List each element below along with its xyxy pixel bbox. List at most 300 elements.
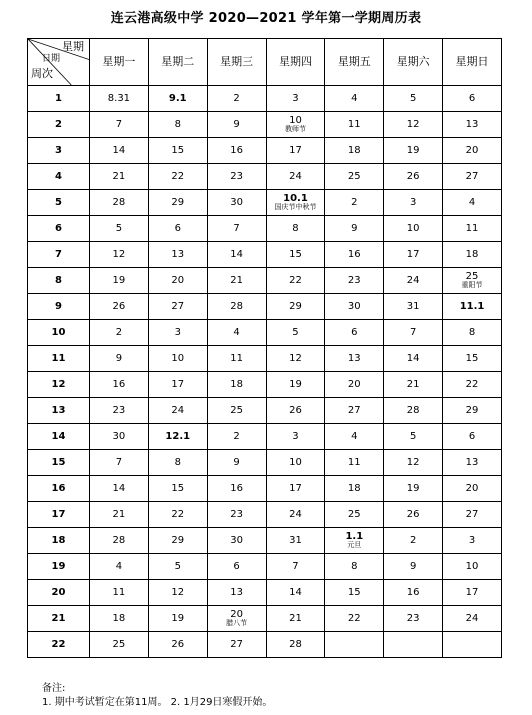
date-cell bbox=[207, 216, 266, 242]
date-cell bbox=[90, 398, 149, 424]
header-row bbox=[28, 39, 502, 86]
date-number: 23 bbox=[112, 404, 126, 416]
date-number: 18 bbox=[347, 144, 361, 156]
date-number: 26 bbox=[112, 300, 126, 312]
date-number: 30 bbox=[230, 196, 243, 208]
date-cell bbox=[148, 502, 207, 528]
date-cell bbox=[325, 476, 384, 502]
week-number-cell: 20 bbox=[28, 580, 90, 606]
date-cell bbox=[325, 216, 384, 242]
date-number: 11 bbox=[347, 456, 361, 468]
date-cell bbox=[207, 346, 266, 372]
date-cell bbox=[148, 112, 207, 138]
date-number: 15 bbox=[347, 586, 361, 598]
date-cell bbox=[325, 372, 384, 398]
table-row bbox=[28, 632, 502, 658]
date-number: 21 bbox=[112, 508, 126, 520]
date-number: 20 bbox=[465, 144, 479, 156]
date-cell bbox=[207, 528, 266, 554]
date-cell bbox=[266, 528, 325, 554]
date-cell bbox=[325, 268, 384, 294]
date-number: 14 bbox=[406, 352, 420, 364]
date-number: 3 bbox=[174, 326, 181, 338]
date-cell bbox=[325, 164, 384, 190]
date-cell bbox=[443, 320, 502, 346]
week-number-cell: 3 bbox=[28, 138, 90, 164]
date-cell bbox=[207, 580, 266, 606]
date-number: 12.1 bbox=[165, 430, 191, 442]
week-number-cell: 11 bbox=[28, 346, 90, 372]
date-number: 15 bbox=[171, 144, 185, 156]
date-cell bbox=[148, 606, 207, 632]
date-number: 26 bbox=[406, 508, 420, 520]
holiday-note: 教师节 bbox=[284, 125, 306, 134]
date-cell bbox=[266, 268, 325, 294]
date-cell bbox=[325, 554, 384, 580]
table-row bbox=[28, 294, 502, 320]
date-number: 10 bbox=[171, 352, 185, 364]
date-cell bbox=[148, 164, 207, 190]
date-number: 28 bbox=[289, 638, 302, 650]
date-number: 19 bbox=[406, 144, 420, 156]
date-number: 17 bbox=[406, 248, 420, 260]
date-number: 11 bbox=[230, 352, 243, 364]
date-cell bbox=[266, 450, 325, 476]
week-number-cell: 1 bbox=[28, 86, 90, 112]
date-number: 29 bbox=[171, 534, 185, 546]
date-cell bbox=[325, 112, 384, 138]
date-cell bbox=[207, 164, 266, 190]
date-number: 31 bbox=[406, 300, 420, 312]
date-number: 7 bbox=[292, 560, 299, 572]
date-cell bbox=[325, 346, 384, 372]
date-number: 25 bbox=[112, 638, 126, 650]
date-cell bbox=[325, 632, 384, 658]
date-number: 10 bbox=[465, 560, 479, 572]
date-cell bbox=[443, 424, 502, 450]
date-number: 4 bbox=[351, 92, 358, 104]
date-cell bbox=[443, 294, 502, 320]
date-cell bbox=[443, 138, 502, 164]
page-title: 连云港高级中学 2020—2021 学年第一学期周历表 bbox=[110, 11, 422, 26]
date-number: 17 bbox=[289, 144, 302, 156]
date-cell bbox=[207, 242, 266, 268]
date-cell bbox=[266, 216, 325, 242]
date-number: 6 bbox=[351, 326, 358, 338]
date-cell bbox=[148, 190, 207, 216]
date-cell bbox=[384, 112, 443, 138]
corner-label-date: 日期 bbox=[42, 54, 61, 64]
notes-line: 1. 期中考试暂定在第11周。 2. 1月29日寒假开始。 bbox=[42, 697, 273, 708]
date-cell bbox=[207, 320, 266, 346]
date-cell bbox=[325, 294, 384, 320]
date-cell bbox=[325, 86, 384, 112]
table-row bbox=[28, 606, 502, 632]
date-cell bbox=[384, 554, 443, 580]
day-header-fri: 星期五 bbox=[325, 39, 384, 86]
date-number: 2 bbox=[351, 196, 358, 208]
date-cell bbox=[443, 190, 502, 216]
date-number: 25 bbox=[347, 508, 361, 520]
date-number: 10.1 bbox=[283, 192, 308, 204]
table-row bbox=[28, 320, 502, 346]
date-cell bbox=[90, 450, 149, 476]
date-cell bbox=[207, 632, 266, 658]
date-cell bbox=[384, 450, 443, 476]
week-number-cell: 4 bbox=[28, 164, 90, 190]
date-cell bbox=[148, 398, 207, 424]
date-number: 9 bbox=[233, 118, 240, 130]
date-cell bbox=[207, 86, 266, 112]
date-number: 16 bbox=[347, 248, 361, 260]
date-cell bbox=[266, 190, 325, 216]
date-cell bbox=[266, 476, 325, 502]
week-number-cell: 10 bbox=[28, 320, 90, 346]
date-number: 28 bbox=[112, 196, 126, 208]
date-number: 7 bbox=[233, 222, 240, 234]
date-cell bbox=[266, 164, 325, 190]
day-header-tue: 星期二 bbox=[148, 39, 207, 86]
date-cell bbox=[443, 398, 502, 424]
date-number: 10 bbox=[406, 222, 420, 234]
table-row bbox=[28, 164, 502, 190]
date-number: 5 bbox=[174, 560, 181, 572]
date-number: 22 bbox=[347, 612, 361, 624]
date-number: 8 bbox=[292, 222, 299, 234]
date-number: 26 bbox=[171, 638, 185, 650]
date-cell bbox=[90, 606, 149, 632]
date-number: 15 bbox=[289, 248, 302, 260]
date-number: 21 bbox=[289, 612, 302, 624]
date-number: 2 bbox=[115, 326, 123, 338]
date-cell bbox=[325, 580, 384, 606]
date-cell bbox=[90, 164, 149, 190]
date-number: 5 bbox=[409, 92, 417, 104]
date-cell bbox=[207, 398, 266, 424]
date-cell bbox=[384, 190, 443, 216]
date-cell bbox=[443, 86, 502, 112]
date-number: 27 bbox=[230, 638, 243, 650]
week-number-cell: 9 bbox=[28, 294, 90, 320]
date-cell bbox=[325, 138, 384, 164]
holiday-note: 元旦 bbox=[347, 541, 362, 550]
date-number: 2 bbox=[409, 534, 417, 546]
table-row bbox=[28, 372, 502, 398]
date-cell bbox=[266, 294, 325, 320]
date-cell bbox=[90, 242, 149, 268]
date-number: 30 bbox=[347, 300, 361, 312]
date-number: 29 bbox=[465, 404, 479, 416]
date-cell bbox=[443, 268, 502, 294]
table-row bbox=[28, 112, 502, 138]
date-cell bbox=[90, 112, 149, 138]
date-number: 11 bbox=[112, 586, 126, 598]
date-number: 11 bbox=[465, 222, 479, 234]
date-cell bbox=[325, 398, 384, 424]
date-number: 28 bbox=[406, 404, 420, 416]
date-cell bbox=[90, 138, 149, 164]
date-number: 24 bbox=[465, 612, 479, 624]
date-number: 14 bbox=[112, 144, 126, 156]
date-number: 8 bbox=[174, 118, 181, 130]
date-cell bbox=[266, 632, 325, 658]
date-number: 4 bbox=[468, 196, 476, 208]
date-cell bbox=[148, 476, 207, 502]
date-number: 14 bbox=[289, 586, 302, 598]
week-number-cell: 6 bbox=[28, 216, 90, 242]
date-number: 12 bbox=[406, 456, 420, 468]
day-header-wed: 星期三 bbox=[207, 39, 266, 86]
date-cell bbox=[384, 398, 443, 424]
date-cell bbox=[384, 580, 443, 606]
date-cell bbox=[384, 86, 443, 112]
table-row bbox=[28, 528, 502, 554]
date-number: 3 bbox=[292, 92, 299, 104]
date-cell bbox=[443, 372, 502, 398]
date-cell bbox=[384, 346, 443, 372]
table-row bbox=[28, 450, 502, 476]
date-number: 3 bbox=[292, 430, 299, 442]
date-number: 25 bbox=[347, 170, 361, 182]
date-number: 23 bbox=[406, 612, 420, 624]
date-cell bbox=[148, 138, 207, 164]
date-number: 4 bbox=[115, 560, 123, 572]
date-cell bbox=[207, 294, 266, 320]
week-number-cell: 22 bbox=[28, 632, 90, 658]
date-number: 8.31 bbox=[107, 92, 131, 104]
date-number: 20 bbox=[171, 274, 185, 286]
date-cell bbox=[266, 554, 325, 580]
table-row bbox=[28, 138, 502, 164]
date-cell bbox=[443, 476, 502, 502]
date-number: 4 bbox=[233, 326, 240, 338]
date-cell bbox=[266, 606, 325, 632]
date-cell bbox=[325, 502, 384, 528]
date-number: 16 bbox=[230, 482, 243, 494]
date-number: 7 bbox=[115, 456, 123, 468]
date-number: 9 bbox=[409, 560, 417, 572]
date-number: 13 bbox=[465, 456, 479, 468]
corner-label-weekday: 星期 bbox=[62, 40, 84, 53]
date-number: 6 bbox=[468, 92, 476, 104]
table-row bbox=[28, 190, 502, 216]
date-cell bbox=[207, 372, 266, 398]
date-number: 23 bbox=[230, 508, 243, 520]
date-number: 21 bbox=[230, 274, 243, 286]
date-cell bbox=[443, 112, 502, 138]
date-number: 16 bbox=[112, 378, 126, 390]
date-cell bbox=[443, 502, 502, 528]
date-number: 24 bbox=[289, 170, 302, 182]
date-number: 30 bbox=[112, 430, 126, 442]
date-cell bbox=[148, 346, 207, 372]
date-cell bbox=[207, 112, 266, 138]
date-cell bbox=[384, 476, 443, 502]
week-number-cell: 8 bbox=[28, 268, 90, 294]
date-number: 11 bbox=[347, 118, 361, 130]
date-number: 2 bbox=[233, 92, 240, 104]
date-number: 12 bbox=[289, 352, 302, 364]
date-cell bbox=[443, 346, 502, 372]
corner-label-week: 周次 bbox=[31, 67, 53, 80]
day-header-thu: 星期四 bbox=[266, 39, 325, 86]
table-row bbox=[28, 398, 502, 424]
date-cell bbox=[443, 216, 502, 242]
date-number: 17 bbox=[465, 586, 479, 598]
table-row bbox=[28, 86, 502, 112]
date-cell bbox=[443, 164, 502, 190]
table-row bbox=[28, 268, 502, 294]
date-cell bbox=[148, 554, 207, 580]
date-cell bbox=[148, 268, 207, 294]
date-number: 18 bbox=[230, 378, 243, 390]
table-row bbox=[28, 554, 502, 580]
table-row bbox=[28, 502, 502, 528]
date-number: 6 bbox=[233, 560, 240, 572]
date-cell bbox=[207, 268, 266, 294]
date-number: 13 bbox=[347, 352, 361, 364]
date-cell bbox=[266, 138, 325, 164]
calendar-table bbox=[27, 38, 502, 658]
date-number: 12 bbox=[112, 248, 126, 260]
date-number: 27 bbox=[347, 404, 361, 416]
date-cell bbox=[207, 476, 266, 502]
date-cell bbox=[384, 502, 443, 528]
week-number-cell: 7 bbox=[28, 242, 90, 268]
date-cell bbox=[148, 216, 207, 242]
date-cell bbox=[266, 502, 325, 528]
date-cell bbox=[384, 138, 443, 164]
notes-section bbox=[42, 682, 272, 710]
date-cell bbox=[384, 606, 443, 632]
date-cell bbox=[207, 190, 266, 216]
date-number: 12 bbox=[406, 118, 420, 130]
date-number: 17 bbox=[171, 378, 185, 390]
week-number-cell: 21 bbox=[28, 606, 90, 632]
date-cell bbox=[325, 424, 384, 450]
date-cell bbox=[443, 606, 502, 632]
day-header-mon: 星期一 bbox=[90, 39, 149, 86]
date-number: 5 bbox=[292, 326, 299, 338]
holiday-note: 国庆节中秋节 bbox=[274, 203, 317, 212]
date-number: 8 bbox=[468, 326, 476, 338]
date-number: 21 bbox=[406, 378, 420, 390]
date-number: 19 bbox=[171, 612, 185, 624]
date-cell bbox=[266, 424, 325, 450]
date-cell bbox=[90, 320, 149, 346]
table-row bbox=[28, 424, 502, 450]
date-number: 20 bbox=[230, 608, 243, 620]
date-cell bbox=[90, 502, 149, 528]
date-cell bbox=[90, 372, 149, 398]
date-number: 25 bbox=[230, 404, 243, 416]
date-cell bbox=[384, 164, 443, 190]
date-cell bbox=[384, 216, 443, 242]
date-cell bbox=[148, 86, 207, 112]
date-cell bbox=[148, 242, 207, 268]
date-cell bbox=[266, 580, 325, 606]
date-number: 9 bbox=[233, 456, 240, 468]
week-number-cell: 12 bbox=[28, 372, 90, 398]
date-cell bbox=[443, 528, 502, 554]
date-cell bbox=[90, 424, 149, 450]
date-cell bbox=[443, 632, 502, 658]
date-cell bbox=[325, 450, 384, 476]
date-number: 28 bbox=[230, 300, 243, 312]
date-number: 19 bbox=[112, 274, 126, 286]
date-cell bbox=[384, 268, 443, 294]
date-number: 18 bbox=[112, 612, 126, 624]
date-cell bbox=[90, 294, 149, 320]
date-cell bbox=[384, 320, 443, 346]
date-cell bbox=[325, 242, 384, 268]
date-cell bbox=[207, 450, 266, 476]
date-number: 3 bbox=[468, 534, 476, 546]
date-cell bbox=[90, 86, 149, 112]
holiday-note: 腊八节 bbox=[226, 619, 248, 628]
date-number: 5 bbox=[409, 430, 417, 442]
date-number: 27 bbox=[465, 170, 479, 182]
date-number: 27 bbox=[465, 508, 479, 520]
date-cell bbox=[325, 190, 384, 216]
date-number: 26 bbox=[406, 170, 420, 182]
date-cell bbox=[266, 398, 325, 424]
date-number: 18 bbox=[347, 482, 361, 494]
week-number-cell: 17 bbox=[28, 502, 90, 528]
date-cell bbox=[384, 372, 443, 398]
table-row bbox=[28, 580, 502, 606]
date-number: 15 bbox=[171, 482, 185, 494]
date-cell bbox=[90, 632, 149, 658]
date-cell bbox=[148, 528, 207, 554]
date-number: 23 bbox=[230, 170, 243, 182]
date-cell bbox=[443, 580, 502, 606]
date-cell bbox=[148, 372, 207, 398]
date-number: 22 bbox=[465, 378, 479, 390]
date-cell bbox=[266, 320, 325, 346]
date-number: 26 bbox=[289, 404, 302, 416]
date-cell bbox=[90, 216, 149, 242]
calendar-body bbox=[28, 86, 502, 658]
date-number: 6 bbox=[174, 222, 181, 234]
date-number: 15 bbox=[465, 352, 479, 364]
date-number: 1.1 bbox=[345, 530, 364, 542]
date-cell bbox=[90, 554, 149, 580]
date-cell bbox=[443, 242, 502, 268]
holiday-note: 重阳节 bbox=[461, 281, 483, 290]
date-cell bbox=[207, 554, 266, 580]
date-number: 22 bbox=[289, 274, 302, 286]
date-number: 8 bbox=[351, 560, 358, 572]
date-number: 18 bbox=[465, 248, 479, 260]
date-number: 19 bbox=[406, 482, 420, 494]
date-number: 14 bbox=[112, 482, 126, 494]
date-number: 24 bbox=[289, 508, 302, 520]
date-cell bbox=[148, 294, 207, 320]
date-cell bbox=[148, 632, 207, 658]
date-cell bbox=[90, 268, 149, 294]
date-number: 29 bbox=[289, 300, 302, 312]
table-row bbox=[28, 216, 502, 242]
date-cell bbox=[325, 606, 384, 632]
date-number: 25 bbox=[465, 270, 479, 282]
date-number: 13 bbox=[465, 118, 479, 130]
date-number: 24 bbox=[171, 404, 185, 416]
date-cell bbox=[148, 320, 207, 346]
date-cell bbox=[90, 476, 149, 502]
date-cell bbox=[443, 450, 502, 476]
week-number-cell: 5 bbox=[28, 190, 90, 216]
